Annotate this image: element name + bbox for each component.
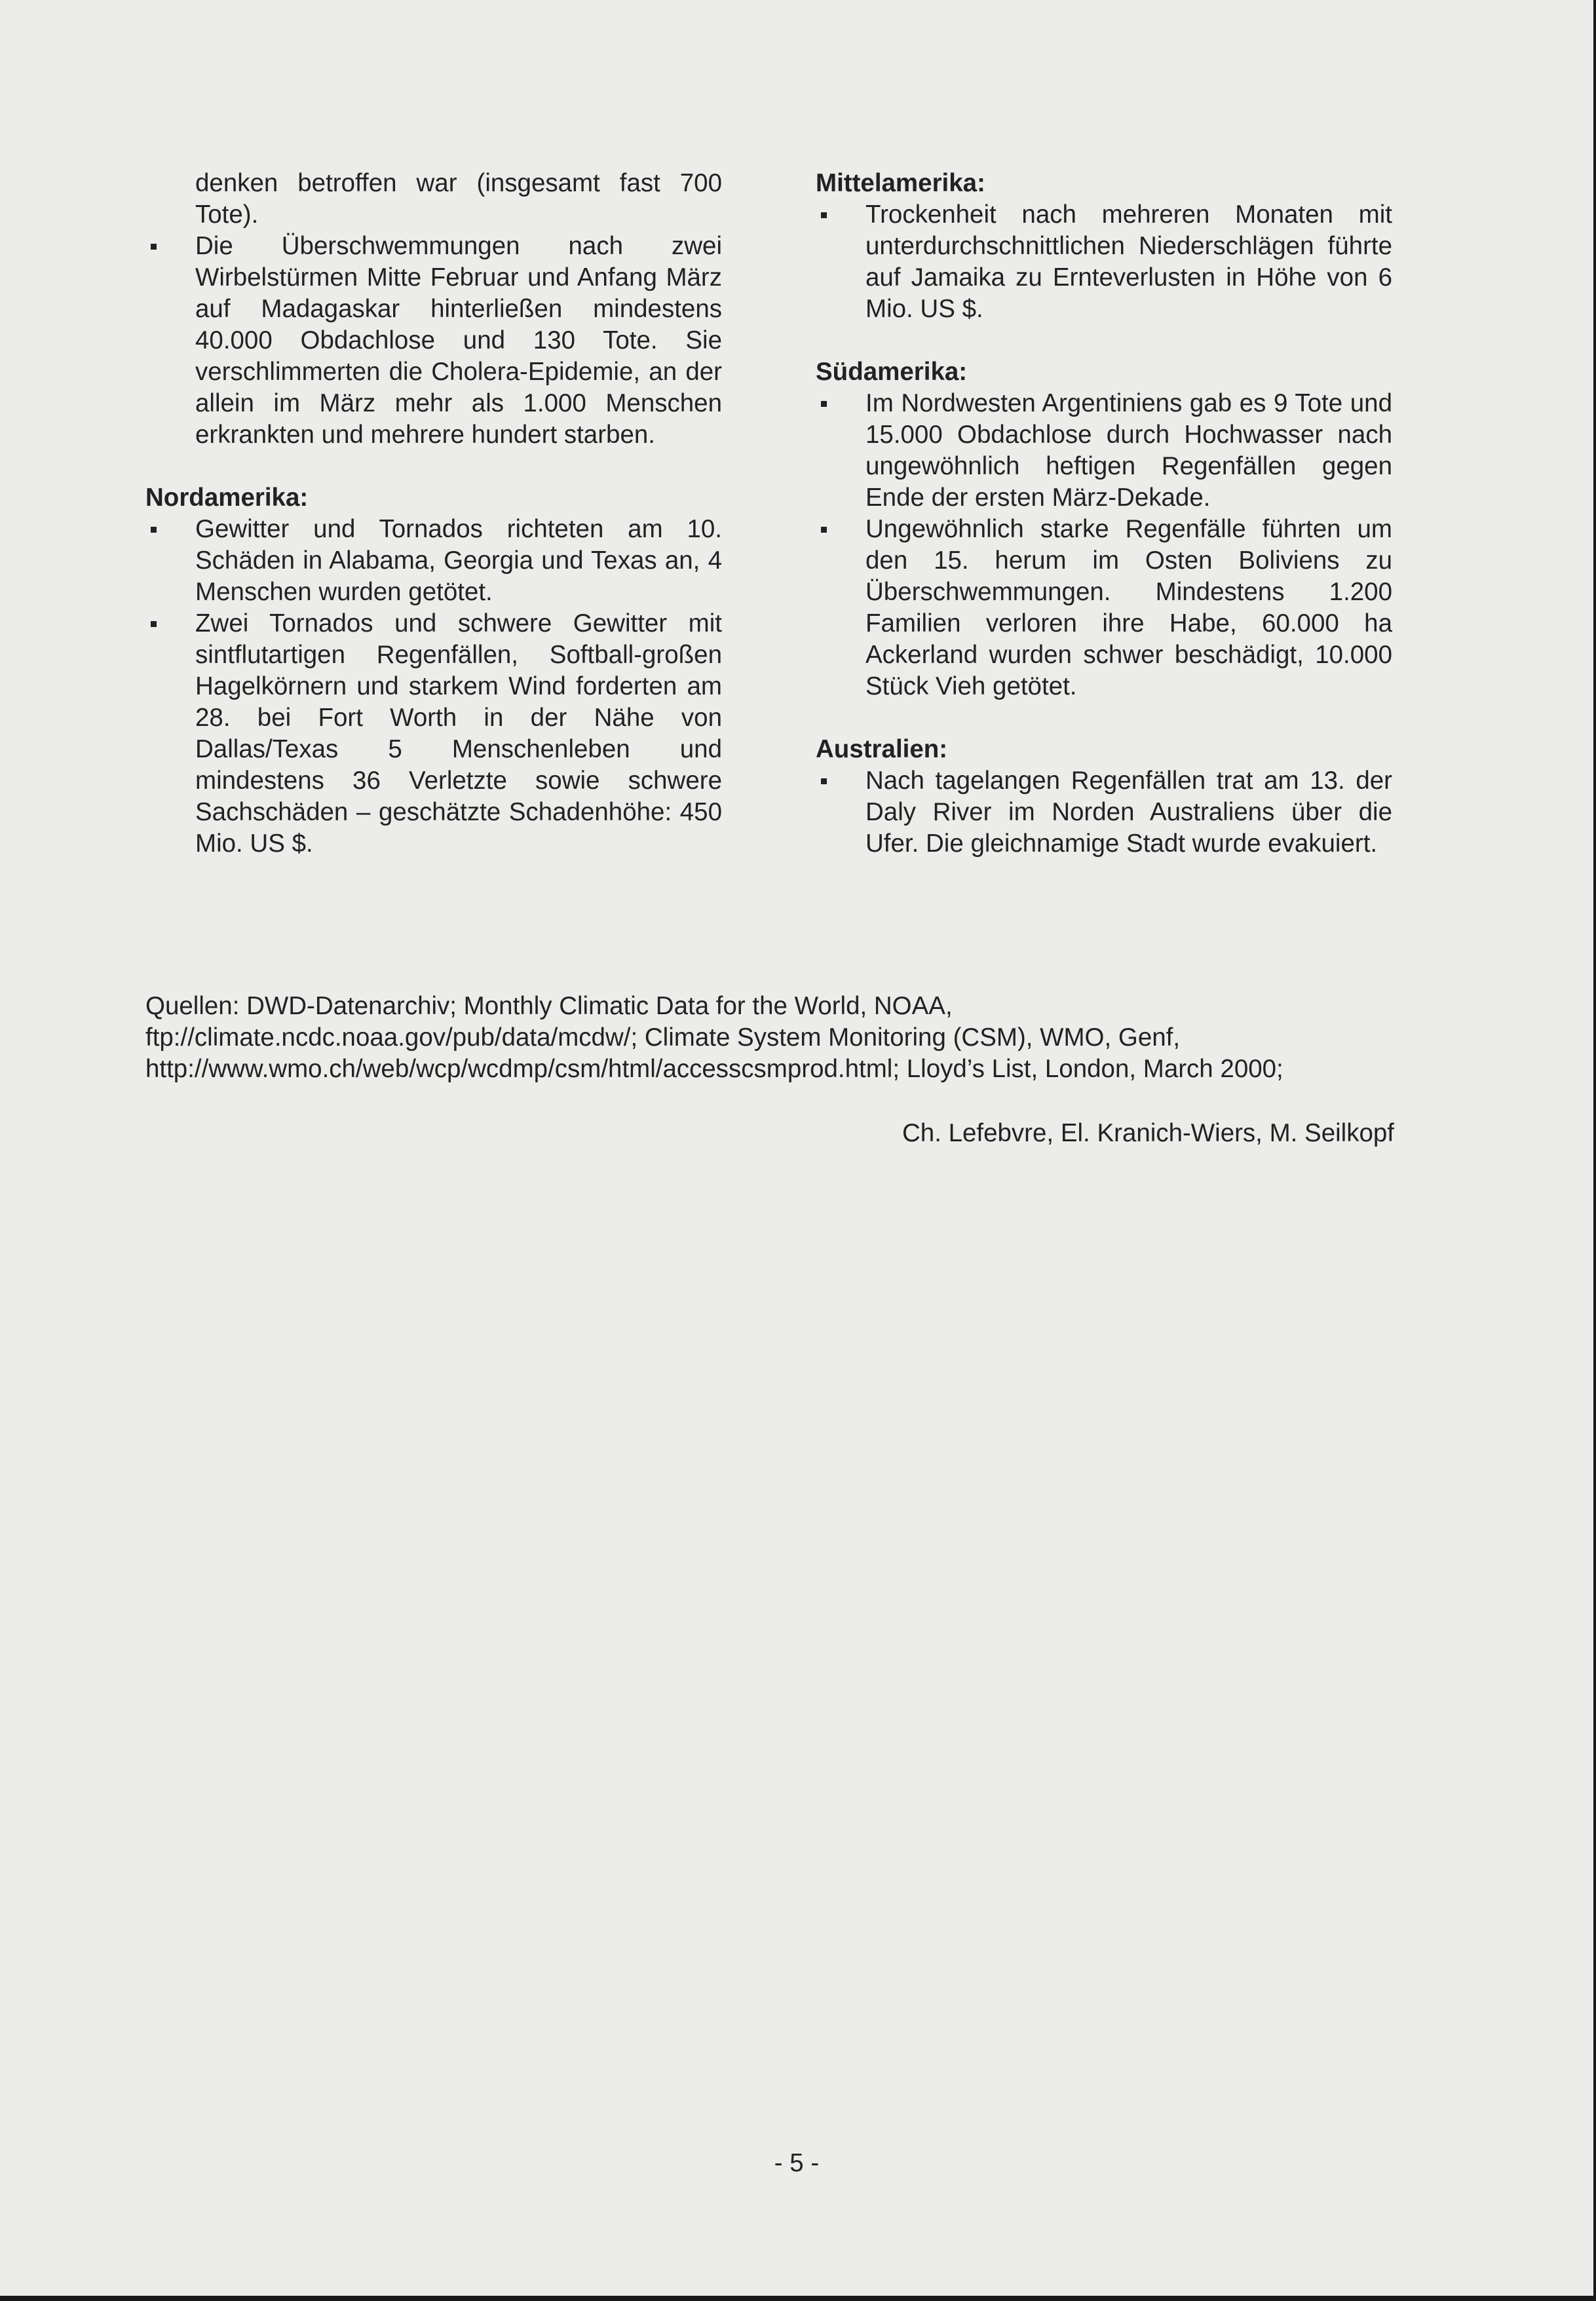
page-number: - 5 - [774, 2149, 820, 2177]
square-bullet-icon [151, 244, 157, 250]
list-item [145, 231, 722, 451]
list-item-text: Nach tagelangen Regenfällen trat am 13. der Daly River im Norden Australiens über die Ufer. Die gleichnamige Stadt wurde evakuiert. [865, 767, 1392, 858]
list-item [816, 765, 1392, 860]
intro-section [145, 168, 722, 451]
list-item [816, 514, 1392, 702]
list-item [145, 514, 722, 608]
australien-section [816, 734, 1392, 860]
square-bullet-icon [151, 527, 157, 533]
list-item-text: Gewitter und Tornados richteten am 10. Schäden in Alabama, Georgia und Texas an, 4 Menschen wurden getötet. [195, 515, 722, 606]
square-bullet-icon [821, 401, 827, 407]
list-item [816, 388, 1392, 514]
square-bullet-icon [821, 527, 827, 533]
list-item-text: Trockenheit nach mehreren Monaten mit unterdurchschnittlichen Niederschlägen führte auf Jamaika zu Ernteverlusten in Höhe von 6 Mio. US $. [865, 200, 1392, 323]
section-heading-nordamerika: Nordamerika: [145, 484, 309, 512]
sources-line: Quellen: DWD-Datenarchiv; Monthly Climatic Data for the World, NOAA, [145, 992, 953, 1020]
australien-bullet-list [816, 765, 1392, 860]
suedamerika-section [816, 356, 1392, 702]
sources-line: ftp://climate.ncdc.noaa.gov/pub/data/mcdw/; Climate System Monitoring (CSM), WMO, Genf, [145, 1023, 1181, 1052]
mittelamerika-bullet-list [816, 199, 1392, 325]
right-column [816, 168, 1392, 860]
mittelamerika-section [816, 168, 1392, 325]
continuation-paragraph: denken betroffen war (insgesamt fast 700 Tote). [195, 169, 722, 229]
nordamerika-section [145, 482, 722, 860]
section-heading-australien: Australien: [816, 735, 948, 763]
square-bullet-icon [151, 621, 157, 627]
section-heading-suedamerika: Südamerika: [816, 358, 968, 386]
square-bullet-icon [821, 212, 827, 218]
sources-block [145, 991, 1397, 1085]
left-column [145, 168, 722, 860]
list-item [145, 608, 722, 860]
section-heading-mittelamerika: Mittelamerika: [816, 169, 985, 197]
list-item-text: Im Nordwesten Argentiniens gab es 9 Tote und 15.000 Obdachlose durch Hochwasser nach ungewöhnlich heftigen Regenfällen gegen Ende der ersten März-Dekade. [865, 389, 1392, 512]
list-item [816, 199, 1392, 325]
list-item-text: Ungewöhnlich starke Regenfälle führten um den 15. herum im Osten Boliviens zu Überschwemmungen. Mindestens 1.200 Familien verloren ihre Habe, 60.000 ha Ackerland wurden schwer beschädigt, 10.000 Stück Vieh getötet. [865, 515, 1392, 700]
list-item-text: Zwei Tornados und schwere Gewitter mit sintflutartigen Regenfällen, Softball-großen Hagelkörnern und starkem Wind forderten am 28. bei Fort Worth in der Nähe von Dallas/Texas 5 Menschenleben und mindestens 36 Verletzte sowie schwere Sachschäden – geschätzte Schadenhöhe: 450 Mio. US $. [195, 609, 722, 858]
list-item-text: Die Überschwemmungen nach zwei Wirbelstürmen Mitte Februar und Anfang März auf Madagaskar hinterließen mindestens 40.000 Obdachlose und 130 Tote. Sie verschlimmerten die Cholera-Epidemie, an der allein im März mehr als 1.000 Menschen erkrankten und mehrere hundert starben. [195, 232, 722, 449]
square-bullet-icon [821, 778, 827, 784]
authors-line: Ch. Lefebvre, El. Kranich-Wiers, M. Seilkopf [902, 1119, 1394, 1147]
nordamerika-bullet-list [145, 514, 722, 860]
suedamerika-bullet-list [816, 388, 1392, 702]
sources-line: http://www.wmo.ch/web/wcp/wcdmp/csm/html/accesscsmprod.html; Lloyd’s List, London, March 2000; [145, 1055, 1283, 1083]
intro-bullet-list [145, 231, 722, 451]
